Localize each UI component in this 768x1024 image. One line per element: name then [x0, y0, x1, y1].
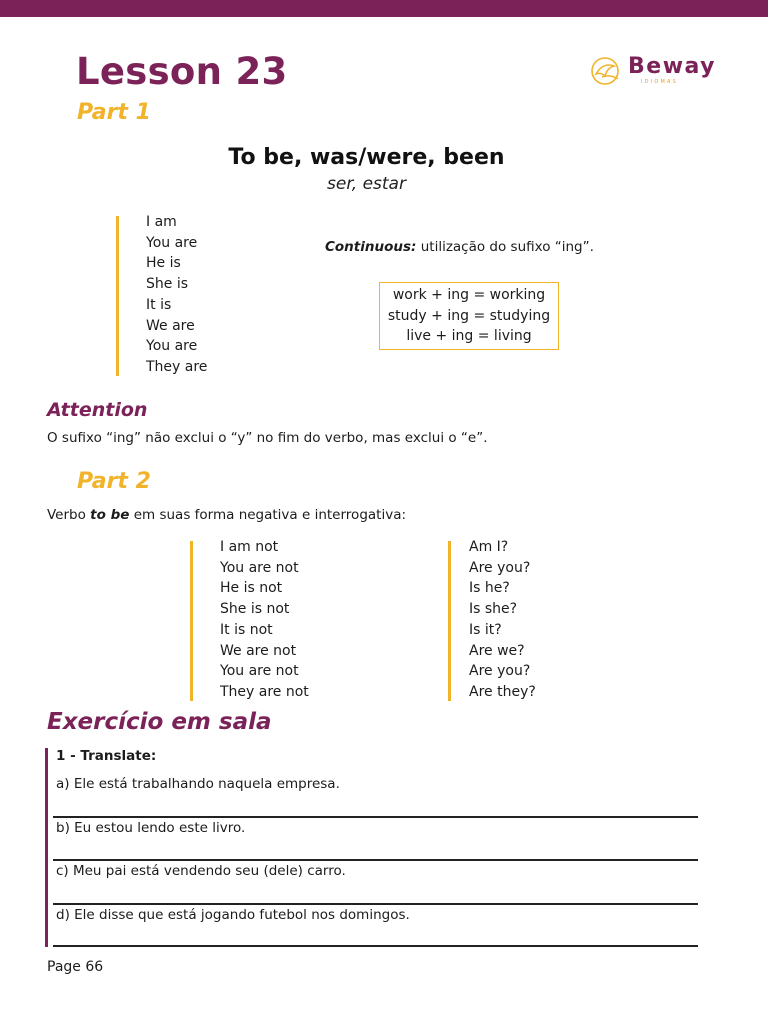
- lesson-title: Lesson 23: [76, 50, 288, 93]
- part2-title: Part 2: [77, 469, 151, 494]
- pronoun-list-bar: [116, 216, 119, 376]
- list-item: They are not: [220, 683, 309, 700]
- intro-text-before: Verbo: [47, 507, 91, 523]
- logo-name: Beway: [628, 54, 717, 79]
- continuous-text: utilização do sufixo “ing”.: [416, 239, 594, 255]
- list-item: He is not: [220, 580, 283, 597]
- list-item: Are you?: [469, 559, 531, 576]
- list-item: We are not: [220, 642, 297, 659]
- list-item: I am: [146, 214, 177, 230]
- attention-text: O sufixo “ing” não exclui o “y” no fim do verbo, mas exclui o “e”.: [47, 430, 488, 446]
- list-item: Are you?: [469, 663, 531, 680]
- ing-example: work + ing = working: [392, 287, 546, 303]
- list-item: You are not: [220, 663, 299, 680]
- question-list-bar: [448, 541, 451, 701]
- list-item: You are: [146, 338, 198, 355]
- exercise-title: Exercício em sala: [47, 709, 272, 735]
- question-label: 1 - Translate:: [56, 748, 157, 764]
- intro-text-after: em suas forma negativa e interrogativa:: [129, 507, 407, 523]
- ing-examples-box: [379, 282, 559, 350]
- list-item: It is not: [220, 621, 273, 638]
- continuous-label: Continuous:: [325, 239, 417, 255]
- beway-logo: [590, 52, 720, 92]
- continuous-note: [325, 239, 594, 255]
- page-number: Page 66: [47, 959, 104, 975]
- list-item: It is: [146, 296, 172, 313]
- list-item: Are they?: [469, 683, 536, 700]
- list-item: They are: [146, 358, 208, 375]
- exercise-item: c) Meu pai está vendendo seu (dele) carro.: [56, 863, 346, 879]
- part2-intro: [47, 507, 406, 523]
- negative-list-bar: [190, 541, 193, 701]
- answer-line[interactable]: [53, 859, 698, 861]
- list-item: Is she?: [469, 601, 518, 618]
- logo-subtitle: IDIOMAS: [641, 79, 679, 85]
- section-subtitle: ser, estar: [327, 174, 406, 194]
- top-bar: [0, 0, 768, 17]
- intro-bold: to be: [90, 507, 130, 523]
- section-title: To be, was/were, been: [228, 145, 505, 170]
- exercise-item: b) Eu estou lendo este livro.: [56, 820, 246, 836]
- list-item: He is: [146, 255, 181, 272]
- part1-title: Part 1: [77, 100, 151, 125]
- list-item: I am not: [220, 539, 279, 555]
- list-item: Is he?: [469, 580, 510, 597]
- negative-list: [220, 537, 309, 703]
- list-item: Am I?: [469, 539, 509, 555]
- exercise-item: d) Ele disse que está jogando futebol nos domingos.: [56, 907, 410, 923]
- list-item: She is not: [220, 601, 290, 618]
- ing-example: live + ing = living: [406, 328, 532, 344]
- answer-line[interactable]: [53, 945, 698, 947]
- list-item: She is: [146, 276, 189, 293]
- list-item: Is it?: [469, 621, 502, 638]
- ing-example: study + ing = studying: [387, 307, 551, 324]
- pronoun-list: [146, 212, 207, 378]
- list-item: Are we?: [469, 642, 525, 659]
- list-item: We are: [146, 317, 195, 334]
- answer-line[interactable]: [53, 816, 698, 818]
- exercise-bar: [45, 748, 48, 947]
- list-item: You are: [146, 234, 198, 251]
- answer-line[interactable]: [53, 903, 698, 905]
- exercise-item: a) Ele está trabalhando naquela empresa.: [56, 776, 340, 792]
- logo-emblem-icon: [590, 54, 624, 88]
- attention-title: Attention: [47, 399, 148, 421]
- question-list: [469, 537, 536, 703]
- list-item: You are not: [220, 559, 299, 576]
